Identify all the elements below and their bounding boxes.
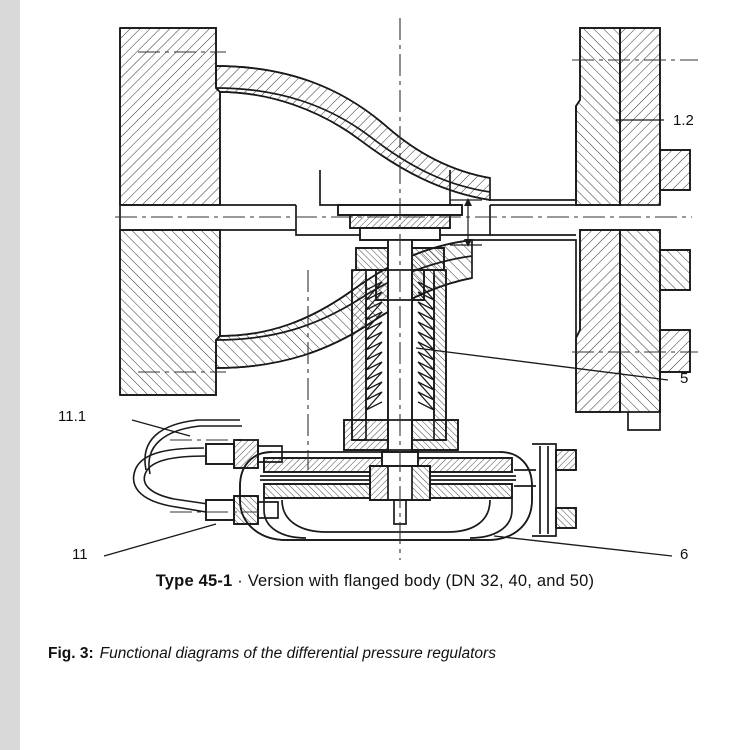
figure-caption bbox=[48, 645, 728, 663]
figure-number: Fig. 3: bbox=[48, 645, 94, 662]
right-flange-lower-outer-hatch bbox=[620, 230, 660, 412]
diagram-caption-type: Type 45-1 bbox=[155, 572, 233, 590]
callout-11-label: 11 bbox=[72, 546, 88, 563]
figure-description: Functional diagrams of the differential pressure regulators bbox=[99, 645, 496, 662]
stem-guide-upper-hatch-r bbox=[412, 270, 424, 300]
callout-1-2-label: 1.2 bbox=[673, 112, 694, 129]
valve-cross-section-drawing bbox=[20, 0, 750, 600]
leader-6 bbox=[494, 536, 672, 556]
leader-11 bbox=[104, 524, 216, 556]
valve-body-group bbox=[120, 28, 690, 540]
cage-wall-left-hatch bbox=[352, 270, 366, 440]
right-flange-step-bottom bbox=[660, 330, 690, 372]
right-flange-step-upper bbox=[660, 150, 690, 190]
impulse-line-upper-inner bbox=[144, 456, 208, 504]
right-flange-upper-hatch bbox=[576, 28, 620, 205]
technical-drawing bbox=[20, 0, 750, 600]
left-flange-hatch bbox=[120, 28, 220, 205]
callout-5-label: 5 bbox=[680, 370, 689, 387]
right-flange-step-lower bbox=[660, 250, 690, 290]
right-port-housing bbox=[532, 444, 556, 536]
fitting-upper-nut bbox=[206, 444, 234, 464]
fitting-lower-body bbox=[234, 496, 258, 524]
callout-6-label: 6 bbox=[680, 546, 689, 563]
cage-bottom-hatch-r bbox=[412, 420, 458, 450]
right-flange-lower-hatch bbox=[576, 230, 620, 412]
right-flange-upper-outer-hatch bbox=[620, 28, 660, 205]
callout-11-1-label: 11.1 bbox=[58, 408, 87, 425]
body-upper-wall-hatch bbox=[216, 66, 490, 200]
diaphragm-hub-hatch-l bbox=[370, 466, 388, 500]
fitting-lower-nut bbox=[206, 500, 234, 520]
diagram-caption-version: · Version with flanged body (DN 32, 40, and 50) bbox=[232, 572, 595, 590]
cage-bottom-hatch-l bbox=[344, 420, 388, 450]
fitting-upper-body bbox=[234, 440, 258, 468]
right-port-nut bbox=[556, 450, 576, 470]
stem-guide-upper-hatch-l bbox=[376, 270, 388, 300]
left-flange-lower-hatch bbox=[120, 230, 220, 395]
spring-right bbox=[418, 282, 434, 410]
right-port-nut-lower bbox=[556, 508, 576, 528]
diagram-caption bbox=[0, 572, 750, 591]
dimension-arrow-up bbox=[464, 198, 472, 206]
impulse-piping bbox=[134, 420, 242, 512]
cage-wall-right-hatch bbox=[434, 270, 446, 440]
diaphragm-hub-hatch-r bbox=[412, 466, 430, 500]
page-left-margin-band bbox=[0, 0, 20, 750]
